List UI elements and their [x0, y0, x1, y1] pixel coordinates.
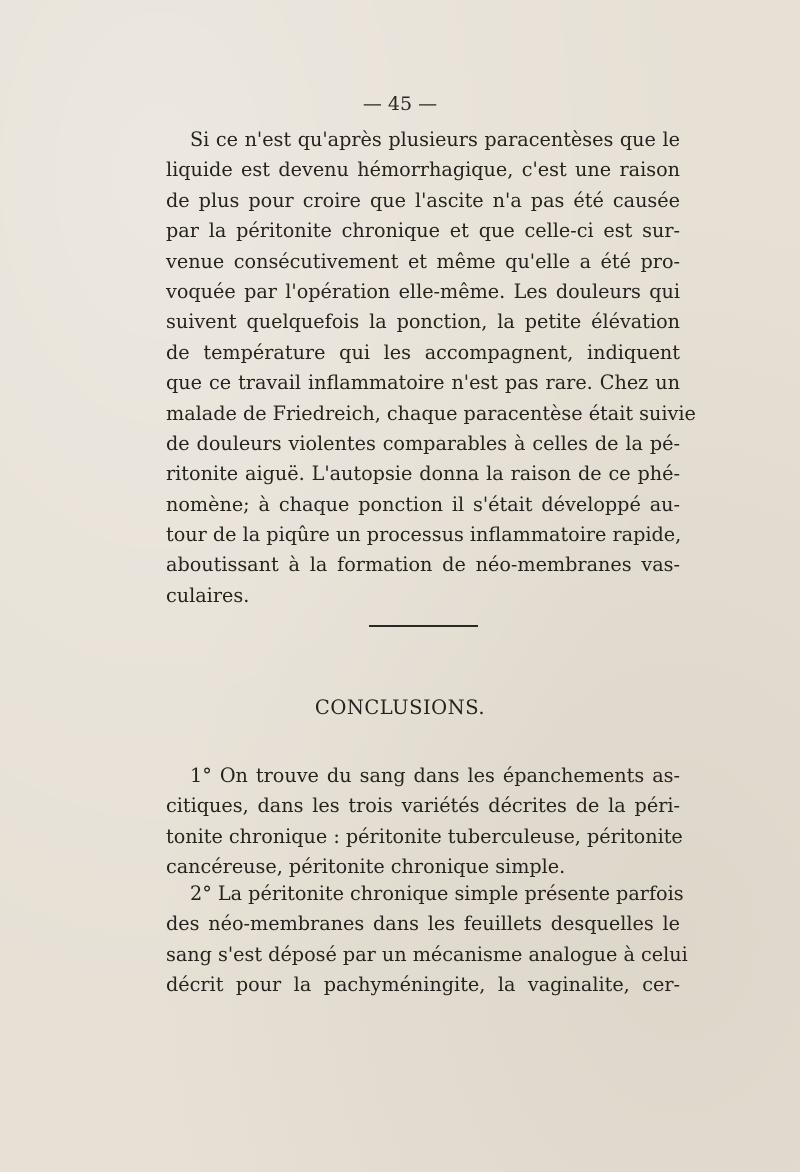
- text-line: des néo-membranes dans les feuillets desquelles le: [166, 912, 680, 936]
- text-line: tonite chronique : péritonite tuberculeuse, péritonite: [166, 824, 683, 848]
- text-line: que ce travail inflammatoire n'est pas rare. Chez un: [166, 371, 680, 395]
- text-line: venue consécutivement et même qu'elle a été pro-: [166, 249, 680, 273]
- text-line: citiques, dans les trois variétés décrites de la péri-: [166, 794, 680, 818]
- section-divider: [369, 625, 478, 627]
- text-line: par la péritonite chronique et que celle-ci est sur-: [166, 219, 680, 243]
- text-line: de température qui les accompagnent, indiquent: [166, 340, 680, 364]
- text-line: suivent quelquefois la ponction, la petite élévation: [166, 310, 680, 334]
- text-line: tour de la piqûre un processus inflammatoire rapide,: [166, 523, 682, 547]
- text-line: nomène; à chaque ponction il s'était développé au-: [166, 492, 680, 516]
- text-line: voquée par l'opération elle-même. Les douleurs qui: [166, 279, 680, 303]
- text-line: ritonite aiguë. L'autopsie donna la raison de ce phé-: [166, 462, 680, 486]
- text-line: sang s'est déposé par un mécanisme analogue à celui: [166, 942, 688, 966]
- text-line: cancéreuse, péritonite chronique simple.: [166, 855, 566, 879]
- text-line: Si ce n'est qu'après plusieurs paracentèses que le: [190, 128, 680, 151]
- page-number: — 45 —: [362, 93, 438, 115]
- text-line: de plus pour croire que l'ascite n'a pas été causée: [166, 188, 680, 212]
- text-line: aboutissant à la formation de néo-membranes vas-: [166, 553, 680, 577]
- text-line: liquide est devenu hémorrhagique, c'est une raison: [166, 158, 680, 182]
- text-line: malade de Friedreich, chaque paracentèse était suivie: [166, 401, 696, 425]
- paragraph-ascite-hemorrhagique: [166, 125, 696, 611]
- text-line: 2° La péritonite chronique simple présente parfois: [190, 882, 684, 905]
- conclusion-2: [166, 879, 688, 1001]
- text-line: décrit pour la pachyméningite, la vaginalite, cer-: [166, 973, 680, 997]
- section-heading: CONCLUSIONS.: [314, 696, 486, 719]
- text-line: culaires.: [166, 583, 250, 607]
- conclusion-1: [166, 761, 683, 883]
- text-line: 1° On trouve du sang dans les épanchements as-: [190, 764, 680, 787]
- text-line: de douleurs violentes comparables à celles de la pé-: [166, 431, 680, 455]
